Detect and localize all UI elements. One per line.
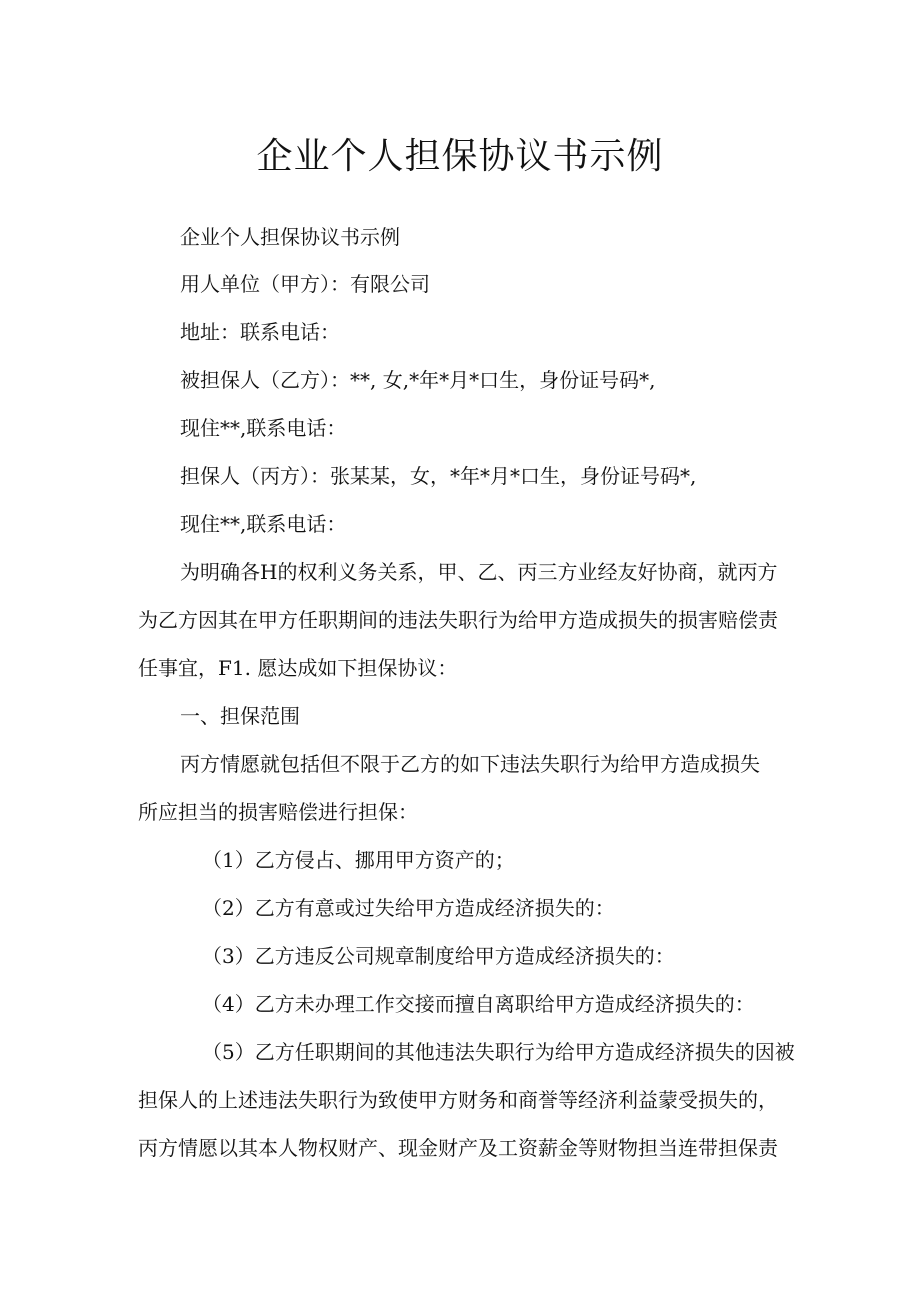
party-b-address-line: 现住**,联系电话：: [180, 416, 347, 440]
party-b-line: 被担保人（乙方）：**, 女,*年*月*口生，身份证号码*,: [180, 368, 656, 392]
scope-item-2: （2）乙方有意或过失给甲方造成经济损失的：: [202, 896, 615, 920]
liability-line-2: 丙方情愿以其本人物权财产、现金财产及工资薪金等财物担当连带担保责: [138, 1136, 778, 1160]
scope-paragraph-line-1: 丙方情愿就包括但不限于乙方的如下违法失职行为给甲方造成损失: [180, 752, 760, 776]
section-heading-scope: 一、担保范围: [180, 704, 300, 728]
scope-item-3: （3）乙方违反公司规章制度给甲方造成经济损失的：: [202, 944, 675, 968]
scope-item-5: （5）乙方任职期间的其他违法失职行为给甲方造成经济损失的因被: [202, 1040, 795, 1064]
preamble-line-2: 为乙方因其在甲方任职期间的违法失职行为给甲方造成损失的损害赔偿责: [138, 608, 778, 632]
scope-item-1: （1）乙方侵占、挪用甲方资产的；: [202, 848, 515, 872]
preamble-line-3: 任事宜，F1. 愿达成如下担保协议：: [138, 656, 458, 680]
liability-line-1: 担保人的上述违法失职行为致使甲方财务和商誉等经济利益蒙受损失的，: [138, 1088, 778, 1112]
document-title: 企业个人担保协议书示例: [256, 136, 664, 177]
paragraph-subtitle: 企业个人担保协议书示例: [180, 225, 400, 249]
scope-item-4: （4）乙方未办理工作交接而擅自离职给甲方造成经济损失的：: [202, 992, 755, 1016]
scope-paragraph-line-2: 所应担当的损害赔偿进行担保：: [138, 800, 418, 824]
party-a-line: 用人单位（甲方）：有限公司: [180, 272, 430, 296]
party-c-address-line: 现住**,联系电话：: [180, 512, 347, 536]
address-line: 地址：联系电话：: [180, 320, 340, 344]
preamble-line-1: 为明确各H的权利义务关系，甲、乙、丙三方业经友好协商，就丙方: [180, 560, 778, 584]
party-c-line: 担保人（丙方）：张某某，女，*年*月*口生，身份证号码*,: [180, 464, 697, 488]
